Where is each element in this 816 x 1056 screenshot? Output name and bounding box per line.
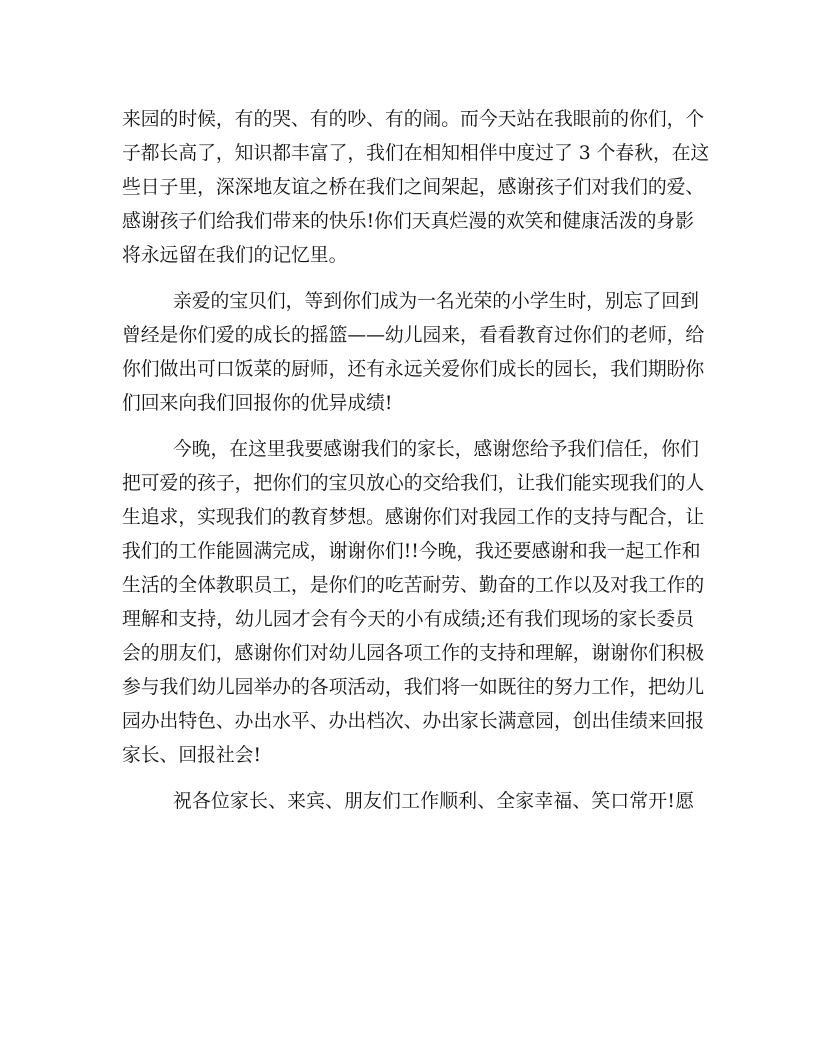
text-line: 祝各位家长、来宾、朋友们工作顺利、全家幸福、笑口常开!愿 [173,791,694,812]
document-body [122,103,710,819]
text-line: 参与我们幼儿园举办的各项活动，我们将一如既往的努力工作，把幼儿 [122,677,705,698]
text-line: 生活的全体教职员工，是你们的吃苦耐劳、勤奋的工作以及对我工作的 [122,575,705,596]
text-line: 些日子里，深深地友谊之桥在我们之间架起，感谢孩子们对我们的爱、 [122,177,705,198]
text-line: 们回来向我们回报你的优异成绩! [122,393,393,414]
text-line: 会的朋友们，感谢你们对幼儿园各项工作的支持和理解，谢谢你们积极 [122,643,705,664]
text-line: 园办出特色、办出水平、办出档次、办出家长满意园，创出佳绩来回报 [122,711,705,732]
text-line: 将永远留在我们的记忆里。 [122,245,348,266]
paragraph-2 [122,285,705,421]
text-line: 曾经是你们爱的成长的摇篮——幼儿园来，看看教育过你们的老师，给 [122,325,705,346]
paragraph-3 [122,433,705,773]
paragraph-1 [122,103,710,273]
text-line: 亲爱的宝贝们，等到你们成为一名光荣的小学生时，别忘了回到 [173,291,699,312]
paragraph-gap [122,773,694,785]
text-line: 理解和支持，幼儿园才会有今天的小有成绩;还有我们现场的家长委员 [122,609,694,630]
text-line: 今晚，在这里我要感谢我们的家长，感谢您给予我们信任，你们 [173,439,699,460]
paragraph-gap [122,273,694,285]
text-line: 我们的工作能圆满完成，谢谢你们!!今晚，我还要感谢和我一起工作和 [122,541,701,562]
text-line: 家长、回报社会! [122,745,262,766]
text-line: 来园的时候，有的哭、有的吵、有的闹。而今天站在我眼前的你们，个 [122,109,705,130]
paragraph-gap [122,421,694,433]
text-line: 你们做出可口饭菜的厨师，还有永远关爱你们成长的园长，我们期盼你 [122,359,705,380]
text-line: 子都长高了，知识都丰富了，我们在相知相伴中度过了 3 个春秋，在这 [122,143,710,164]
text-line: 生追求，实现我们的教育梦想。感谢你们对我园工作的支持与配合，让 [122,507,705,528]
text-line: 把可爱的孩子，把你们的宝贝放心的交给我们，让我们能实现我们的人 [122,473,705,494]
text-line: 感谢孩子们给我们带来的快乐!你们天真烂漫的欢笑和健康活泼的身影 [122,211,694,232]
paragraph-4 [122,785,694,819]
